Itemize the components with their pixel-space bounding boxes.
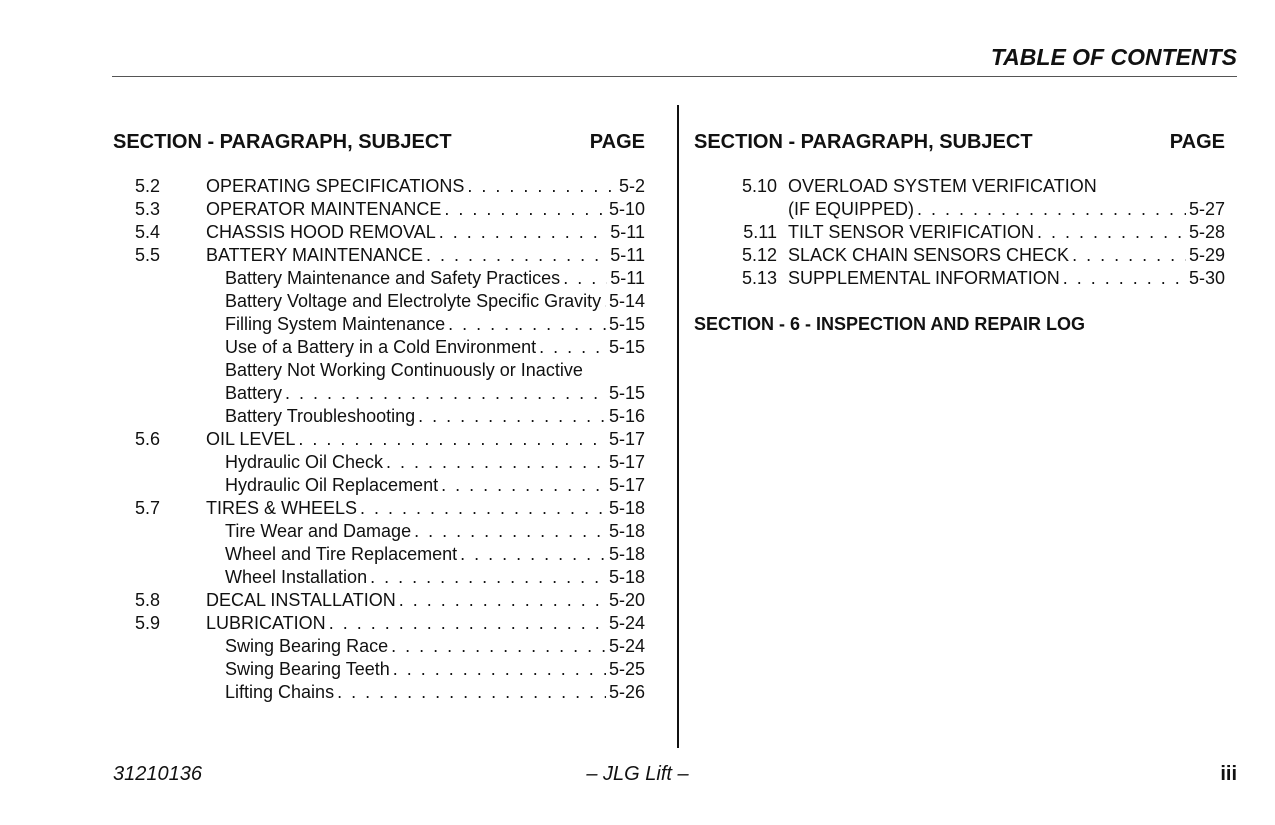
dot-leader [399, 589, 606, 612]
dot-leader [917, 198, 1186, 221]
column-divider [677, 105, 679, 748]
toc-entry[interactable] [113, 336, 645, 359]
toc-entry-page: 5-18 [608, 567, 645, 587]
column-header-page: PAGE [589, 131, 645, 153]
dot-leader [1072, 244, 1186, 267]
toc-entry[interactable] [694, 198, 1225, 221]
toc-left-column [113, 128, 645, 704]
dot-leader [439, 221, 608, 244]
toc-entry[interactable] [113, 290, 645, 313]
footer-page-number: iii [1220, 763, 1237, 785]
toc-entry-page: 5-11 [610, 222, 645, 242]
dot-leader [1063, 267, 1186, 290]
column-header-right [694, 128, 1225, 156]
toc-entry-page: 5-30 [1188, 268, 1225, 288]
toc-entry[interactable] [113, 474, 645, 497]
toc-entry-page: 5-18 [608, 521, 645, 541]
toc-entry[interactable] [113, 451, 645, 474]
dot-leader [393, 658, 606, 681]
dot-leader [444, 198, 606, 221]
toc-entry-title: SUPPLEMENTAL INFORMATION [788, 268, 1060, 288]
toc-entry-page: 5-14 [608, 291, 645, 311]
dot-leader [337, 681, 606, 704]
dot-leader [418, 405, 606, 428]
toc-entry-number: 5.8 [134, 590, 160, 610]
dot-leader [329, 612, 606, 635]
toc-entry-number: 5.11 [743, 222, 777, 242]
dot-leader [298, 428, 606, 451]
toc-entry-page: 5-20 [608, 590, 645, 610]
toc-entry-number: 5.12 [741, 245, 777, 265]
toc-entry-title: Hydraulic Oil Replacement [225, 475, 439, 495]
header-divider [112, 76, 1237, 77]
toc-entry-title: Filling System Maintenance [225, 314, 446, 334]
toc-entry-page: 5-28 [1188, 222, 1225, 242]
toc-entry-title: (IF EQUIPPED) [788, 199, 915, 219]
toc-entry-page: 5-2 [618, 176, 645, 196]
toc-entry-number: 5.9 [134, 613, 160, 633]
dot-leader [414, 520, 606, 543]
toc-entry-title: CHASSIS HOOD REMOVAL [206, 222, 436, 242]
column-header-subject: SECTION - PARAGRAPH, SUBJECT [113, 131, 452, 153]
toc-entry-page: 5-15 [608, 337, 645, 357]
dot-leader [467, 175, 616, 198]
dot-leader [563, 267, 607, 290]
toc-entry[interactable] [113, 566, 645, 589]
toc-entry[interactable] [694, 267, 1225, 290]
toc-left-list [113, 175, 645, 704]
toc-entry-page: 5-16 [608, 406, 645, 426]
toc-entry-page: 5-25 [608, 659, 645, 679]
toc-entry-title: OPERATOR MAINTENANCE [206, 199, 442, 219]
toc-entry-title: OVERLOAD SYSTEM VERIFICATION [788, 176, 1097, 196]
toc-entry[interactable] [113, 635, 645, 658]
dot-leader [460, 543, 606, 566]
toc-entry-page: 5-26 [608, 682, 645, 702]
toc-entry-title: Hydraulic Oil Check [225, 452, 384, 472]
dot-leader [426, 244, 607, 267]
dot-leader [1037, 221, 1186, 244]
toc-entry-number: 5.5 [134, 245, 160, 265]
toc-entry-number: 5.4 [134, 222, 160, 242]
toc-entry[interactable] [113, 497, 645, 520]
section-6-heading[interactable]: SECTION - 6 - INSPECTION AND REPAIR LOG [694, 314, 1086, 334]
dot-leader [448, 313, 606, 336]
toc-entry[interactable] [113, 658, 645, 681]
toc-entry-page: 5-11 [610, 268, 645, 288]
page-header-title: TABLE OF CONTENTS [990, 44, 1237, 70]
dot-leader [370, 566, 606, 589]
toc-entry[interactable] [113, 520, 645, 543]
footer-center-title: – JLG Lift – [586, 763, 689, 785]
footer-doc-number: 31210136 [113, 763, 202, 785]
toc-entry-title: Battery Not Working Continuously or Inactive [225, 360, 583, 380]
dot-leader [604, 290, 606, 313]
toc-entry-title: OIL LEVEL [206, 429, 296, 449]
toc-entry-number: 5.3 [134, 199, 160, 219]
toc-entry-page: 5-24 [608, 613, 645, 633]
toc-entry-title: Wheel Installation [225, 567, 368, 587]
toc-entry-title: Battery Troubleshooting [225, 406, 416, 426]
toc-entry-page: 5-29 [1188, 245, 1225, 265]
toc-entry-page: 5-18 [608, 498, 645, 518]
toc-entry[interactable] [113, 175, 645, 198]
toc-entry[interactable] [113, 428, 645, 451]
toc-entry[interactable] [113, 359, 645, 382]
dot-leader [539, 336, 606, 359]
toc-entry[interactable] [113, 543, 645, 566]
toc-entry-page: 5-15 [608, 314, 645, 334]
toc-entry[interactable] [694, 175, 1225, 198]
toc-entry-page: 5-18 [608, 544, 645, 564]
toc-right-list [694, 175, 1225, 290]
toc-entry-title: TILT SENSOR VERIFICATION [788, 222, 1035, 242]
toc-entry-page: 5-17 [608, 452, 645, 472]
column-header-subject: SECTION - PARAGRAPH, SUBJECT [694, 131, 1033, 153]
toc-entry-number: 5.10 [741, 176, 777, 196]
toc-entry-title: TIRES & WHEELS [206, 498, 358, 518]
toc-entry[interactable] [113, 681, 645, 704]
toc-entry-page: 5-24 [608, 636, 645, 656]
column-header-page: PAGE [1169, 131, 1225, 153]
toc-entry[interactable] [113, 612, 645, 635]
toc-entry-page: 5-10 [608, 199, 645, 219]
column-header-left [113, 128, 645, 156]
toc-entry-title: Battery Voltage and Electrolyte Specific Gravity [225, 291, 602, 311]
toc-entry[interactable] [694, 244, 1225, 267]
dot-leader [360, 497, 606, 520]
toc-entry-number: 5.2 [134, 176, 160, 196]
toc-entry[interactable] [113, 198, 645, 221]
toc-entry-title: Lifting Chains [225, 682, 335, 702]
toc-entry-title: SLACK CHAIN SENSORS CHECK [788, 245, 1070, 265]
dot-leader [386, 451, 606, 474]
toc-entry[interactable] [113, 405, 645, 428]
toc-entry[interactable] [113, 382, 645, 405]
toc-entry-title: DECAL INSTALLATION [206, 590, 396, 610]
toc-entry-title: Wheel and Tire Replacement [225, 544, 458, 564]
toc-entry-page: 5-17 [608, 475, 645, 495]
toc-entry[interactable] [113, 589, 645, 612]
toc-entry[interactable] [113, 313, 645, 336]
toc-entry-title: Use of a Battery in a Cold Environment [225, 337, 537, 357]
toc-entry-title: Battery Maintenance and Safety Practices [225, 268, 561, 288]
toc-entry-page: 5-15 [608, 383, 645, 403]
toc-entry-title: OPERATING SPECIFICATIONS [206, 176, 465, 196]
dot-leader [441, 474, 606, 497]
toc-entry-page: 5-27 [1188, 199, 1225, 219]
dot-leader [285, 382, 606, 405]
toc-entry-page: 5-11 [610, 245, 645, 265]
toc-entry-number: 5.6 [134, 429, 160, 449]
toc-entry-title: Tire Wear and Damage [225, 521, 412, 541]
toc-entry-title: BATTERY MAINTENANCE [206, 245, 424, 265]
dot-leader [391, 635, 606, 658]
toc-entry[interactable] [113, 244, 645, 267]
toc-entry[interactable] [694, 221, 1225, 244]
toc-entry-title: LUBRICATION [206, 613, 326, 633]
toc-right-column [694, 128, 1225, 336]
toc-entry-title: Swing Bearing Race [225, 636, 389, 656]
toc-entry-number: 5.13 [741, 268, 777, 288]
toc-entry[interactable] [113, 267, 645, 290]
toc-entry-number: 5.7 [134, 498, 160, 518]
toc-entry-title: Battery [225, 383, 283, 403]
toc-entry[interactable] [113, 221, 645, 244]
toc-entry-title: Swing Bearing Teeth [225, 659, 390, 679]
toc-entry-page: 5-17 [608, 429, 645, 449]
